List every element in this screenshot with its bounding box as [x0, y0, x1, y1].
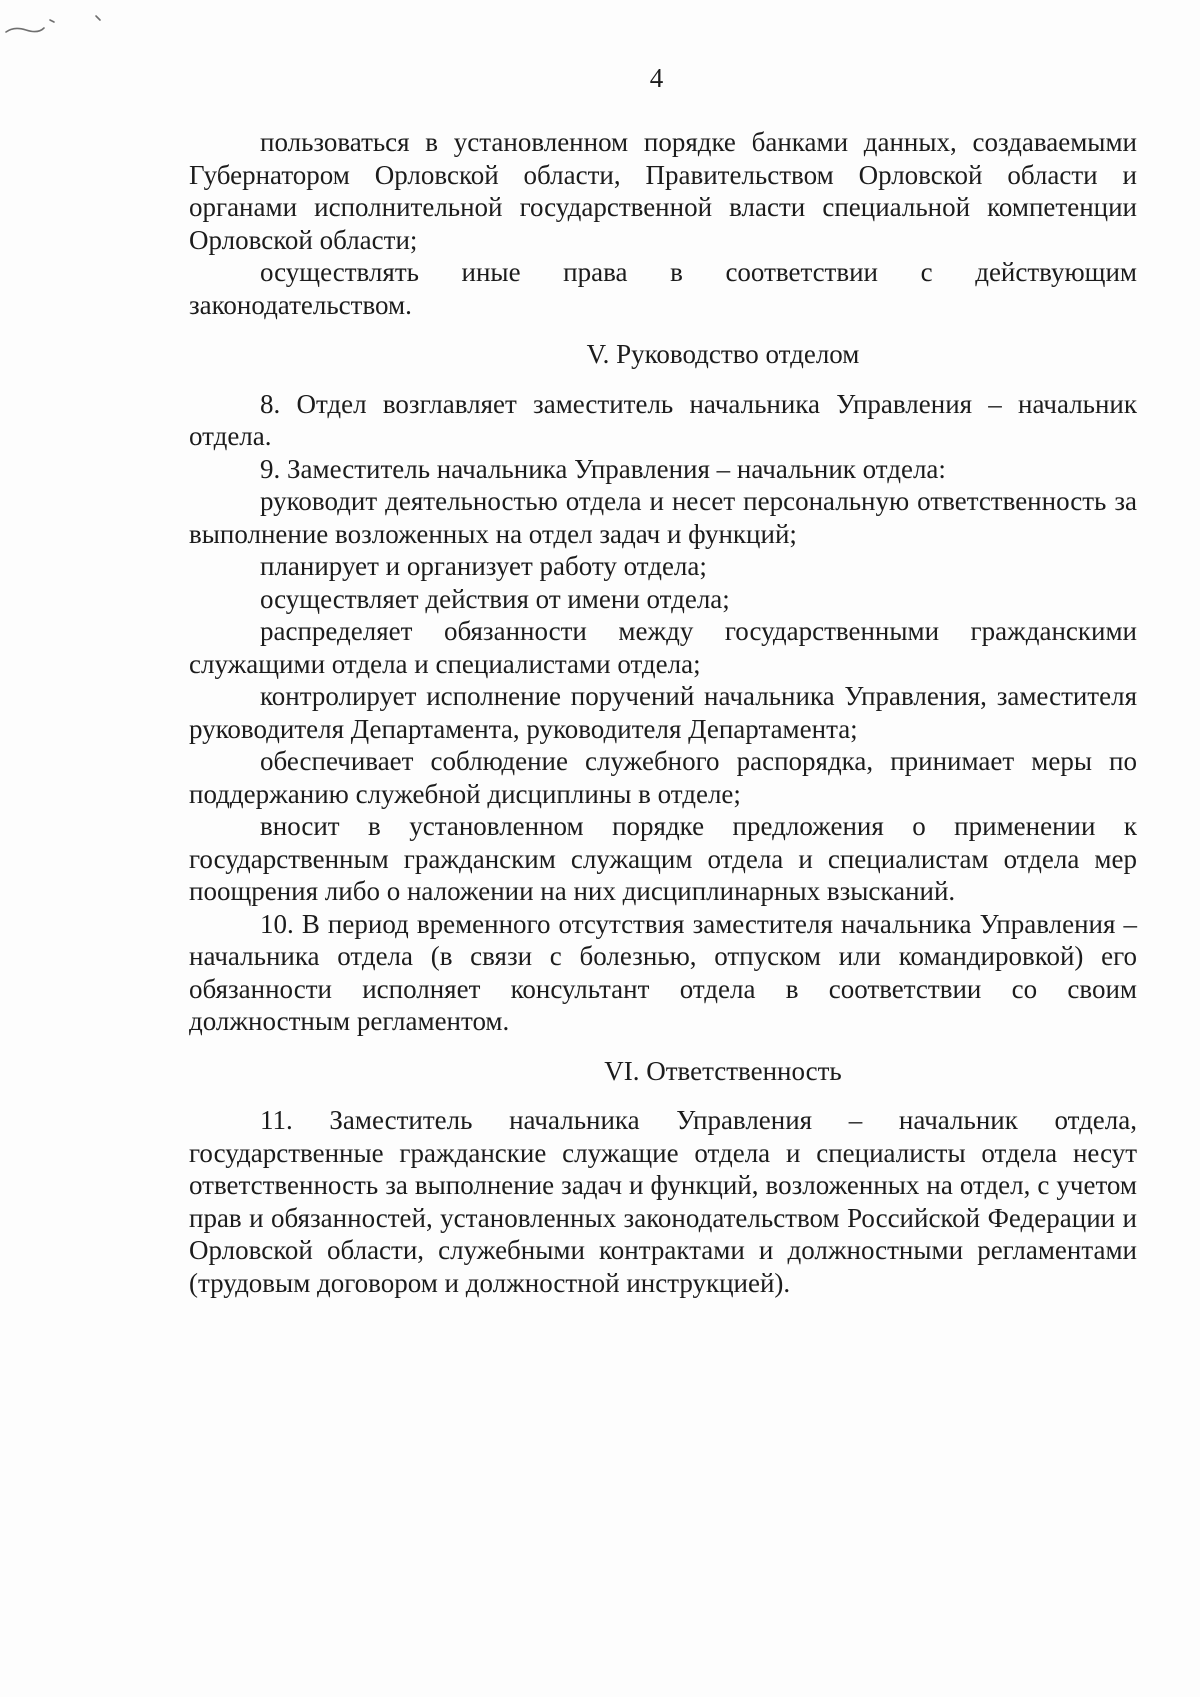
paragraph: обеспечивает соблюдение служебного распорядка, принимает меры по поддержанию служебной дисциплины в отделе; [189, 746, 1137, 809]
section-heading: V. Руководство отделом [586, 339, 860, 369]
paragraph: осуществляет действия от имени отдела; [260, 583, 730, 614]
paragraph: осуществлять иные права в соответствии с действующим законодательством. [189, 257, 1137, 320]
paragraph: распределяет обязанности между государственными гражданскими служащими отдела и специалистами отдела; [189, 616, 1137, 679]
paragraph: вносит в установленном порядке предложения о применении к государственным гражданским служащим отдела и специалистам отдела мер поощрения либо о наложении на них дисциплинарных взысканий. [189, 811, 1137, 906]
paragraph: контролирует исполнение поручений начальника Управления, заместителя руководителя Департамента, руководителя Департамента; [189, 681, 1137, 744]
section-heading: VI. Ответственность [604, 1055, 842, 1086]
document-body [189, 126, 1137, 1299]
paragraph: планирует и организует работу отдела; [260, 551, 707, 581]
paragraph: 10. В период временного отсутствия заместителя начальника Управления – начальника отдела (в связи с болезнью, отпуском или командировкой) его обязанности исполняет консультант отдела в соответствии со своим должностным регламентом. [189, 908, 1137, 1036]
paragraph: пользоваться в установленном порядке банками данных, создаваемыми Губернатором Орловской области, Правительством Орловской области и органами исполнительной государственной власти специальной компетенции Орловской области; [189, 127, 1137, 255]
paragraph: 11. Заместитель начальника Управления – начальник отдела, государственные гражданские служащие отдела и специалисты отдела несут ответственность за выполнение задач и функций, возложенных на отдел, с учетом прав и обязанностей, установленных законодательством Российской Федерации и Орловской области, служебными контрактами и должностными регламентами (трудовым договором и должностной инструкцией). [189, 1105, 1137, 1298]
paragraph: руководит деятельностью отдела и несет персональную ответственность за выполнение возложенных на отдел задач и функций; [189, 486, 1137, 549]
paragraph: 9. Заместитель начальника Управления – начальник отдела: [260, 453, 946, 484]
scan-artifact-mark [4, 12, 114, 36]
paragraph: 8. Отдел возглавляет заместитель начальника Управления – начальник отдела. [189, 388, 1137, 451]
page-number: 4 [649, 63, 664, 93]
